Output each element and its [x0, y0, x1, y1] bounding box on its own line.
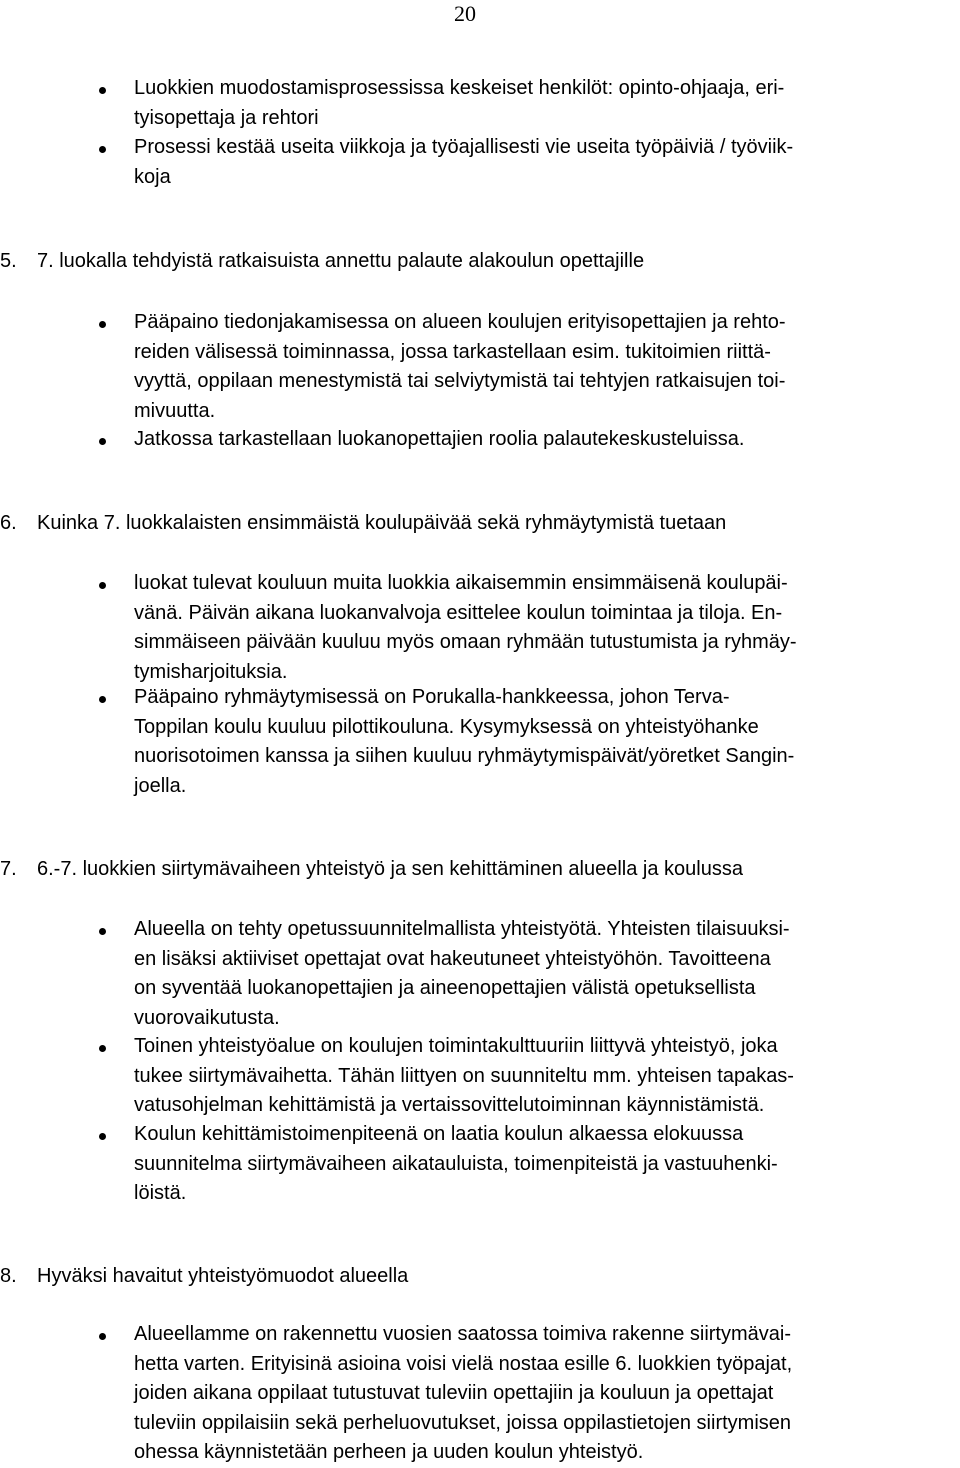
section-number: 7. [0, 858, 17, 880]
list-item-text: Pääpaino tiedonjakamisessa on alueen koulujen erityisopettajien ja rehto- reiden välisessä toiminnassa, jossa tarkastellaan esim. tukitoimien riittä- vyyttä, oppilaan menestymistä tai selviytymistä tai tehtyjen ratkaisujen toi- mivuutta. [134, 311, 786, 422]
bullet-dot-icon [99, 438, 106, 445]
list-item-text: Toinen yhteistyöalue on koulujen toimintakulttuuriin liittyvä yhteistyö, joka tukee siirtymävaihetta. Tähän liittyen on suunniteltu mm. yhteisen tapakas- vatusohjelman kehittämistä ja vertaissovittelutoiminnan käynnistämistä. [134, 1035, 794, 1116]
bullet-dot-icon [99, 321, 106, 328]
bullet-dot-icon [99, 1333, 106, 1340]
section-number: 8. [0, 1265, 17, 1287]
list-item-text: Luokkien muodostamisprosessissa keskeiset henkilöt: opinto-ohjaaja, eri- tyisopettaja ja rehtori [134, 77, 785, 129]
list-item-text: Jatkossa tarkastellaan luokanopettajien roolia palautekeskusteluissa. [134, 428, 745, 450]
page-number: 20 [454, 1, 476, 26]
list-item-text: Pääpaino ryhmäytymisessä on Porukalla-hankkeessa, johon Terva- Toppilan koulu kuuluu pilottikouluna. Kysymyksessä on yhteistyöhanke nuorisotoimen kanssa ja siihen kuuluu ryhmäytymispäivät/yöretket Sangin- joella. [134, 686, 795, 797]
bullet-dot-icon [99, 928, 106, 935]
list-item-text: Alueella on tehty opetussuunnitelmallista yhteistyötä. Yhteisten tilaisuuksi- en lisäksi aktiiviset opettajat ovat hakeutuneet yhteistyöhön. Tavoitteena on syventää luokanopettajien ja aineenopettajien välistä opetuksellista vuorovaikutusta. [134, 918, 790, 1029]
section-title: Hyväksi havaitut yhteistyömuodot alueella [37, 1265, 409, 1287]
bullet-dot-icon [99, 146, 106, 153]
list-item-text: luokat tulevat kouluun muita luokkia aikaisemmin ensimmäisenä koulupäi- vänä. Päivän aikana luokanvalvoja esittelee koulun toimintaa ja tiloja. En- simmäiseen päivään kuuluu myös omaan ryhmään tutustumista ja ryhmäy- tymisharjoituksia. [134, 572, 797, 683]
section-number: 5. [0, 250, 17, 272]
list-item-text: Prosessi kestää useita viikkoja ja työajallisesti vie useita työpäiviä / työviik- koja [134, 136, 794, 188]
bullet-dot-icon [99, 582, 106, 589]
section-title: Kuinka 7. luokkalaisten ensimmäistä koulupäivää sekä ryhmäytymistä tuetaan [37, 512, 727, 534]
section-title: 7. luokalla tehdyistä ratkaisuista annettu palaute alakoulun opettajille [37, 250, 645, 272]
section-title: 6.-7. luokkien siirtymävaiheen yhteistyö ja sen kehittäminen alueella ja koulussa [37, 858, 743, 880]
bullet-dot-icon [99, 696, 106, 703]
bullet-dot-icon [99, 87, 106, 94]
section-number: 6. [0, 512, 17, 534]
bullet-dot-icon [99, 1045, 106, 1052]
bullet-dot-icon [99, 1133, 106, 1140]
list-item-text: Koulun kehittämistoimenpiteenä on laatia koulun alkaessa elokuussa suunnitelma siirtymävaiheen aikatauluista, toimenpiteistä ja vastuuhenki- löistä. [134, 1123, 778, 1204]
list-item-text: Alueellamme on rakennettu vuosien saatossa toimiva rakenne siirtymävai- hetta varten. Erityisinä asioina voisi vielä nostaa esille 6. luokkien työpajat, joiden aikana oppilaat tutustuvat tuleviin opettajiin ja kouluun ja opettajat tuleviin oppilaisiin sekä perheluovutukset, joissa oppilastietojen siirtymisen ohessa käynnistetään perheen ja uuden koulun yhteistyö. [134, 1323, 793, 1463]
